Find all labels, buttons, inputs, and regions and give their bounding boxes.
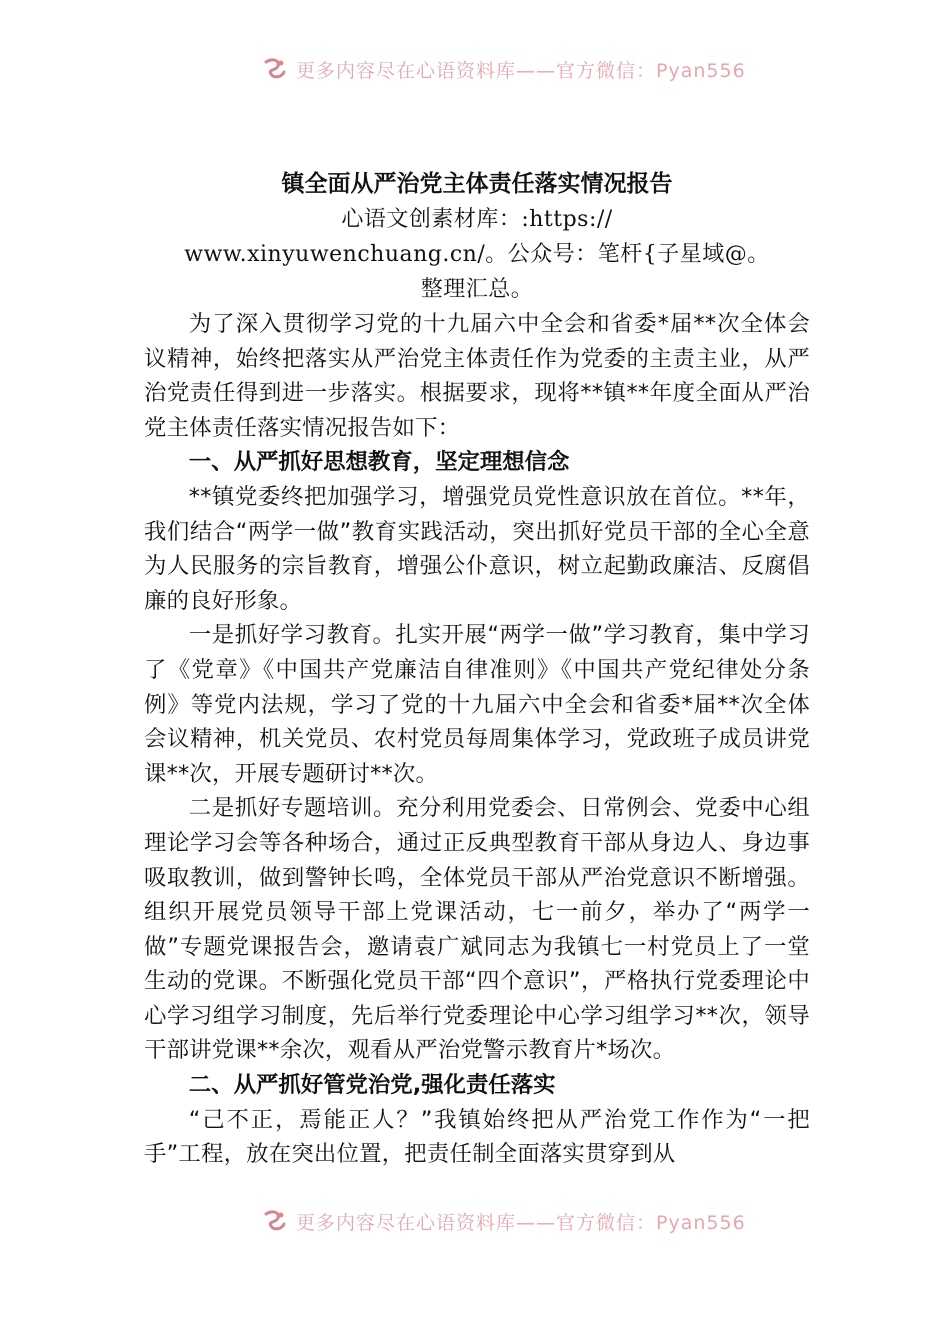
swirl-logo-icon [262,56,288,82]
swirl-logo-icon [262,1208,288,1234]
source-line: www.xinyuwenchuang.cn/。公众号：笔杆{子星域@。 [184,242,770,267]
section-heading-2: 二、从严抓好管党治党,强化责任落实 [188,1072,556,1099]
section-heading-1: 一、从严抓好思想教育，坚定理想信念 [188,449,570,476]
body-paragraph: **镇党委终把加强学习，增强党员党性意识放在首位。**年，我们结合“两学一做”教育实践活动，突出抓好党员干部的全心全意为人民服务的宗旨教育，增强公仆意识，树立起勤政廉洁、反腐倡廉的良好形象。 [144,483,810,614]
intro-paragraph: 为了深入贯彻学习党的十九届六中全会和省委*届**次全体会议精神，始终把落实从严治党主体责任作为党委的主责主业，从严治党责任得到进一步落实。根据要求，现将**镇**年度全面从严治党主体责任落实情况报告如下： [144,311,810,441]
body-paragraph: 二是抓好专题培训。充分利用党委会、日常例会、党委中心组理论学习会等各种场合，通过正反典型教育干部从身边人、身边事吸取教训，做到警钟长鸣，全体党员干部从严治党意识不断增强。组织开展党员领导干部上党课活动，七一前夕，举办了“两学一做”专题党课报告会，邀请袁广斌同志为我镇七一村党员上了一堂生动的党课。不断强化党员干部“四个意识”，严格执行党委理论中心学习组学习制度，先后举行党委理论中心学习组学习**次，领导干部讲党课**余次，观看从严治党警示教育片*场次。 [144,795,810,1064]
source-line: 心语文创素材库：:https:// [341,207,613,232]
body-paragraph: “己不正，焉能正人？”我镇始终把从严治党工作作为“一把手”工程，放在突出位置，把责任制全面落实贯穿到从 [144,1106,810,1168]
watermark-text: 更多内容尽在心语资料库——官方微信：Pyan556 [296,1211,746,1234]
watermark-footer [262,1206,746,1236]
document-title: 镇全面从严治党主体责任落实情况报告 [281,171,673,197]
source-attribution [144,202,810,307]
document-page [144,166,810,1172]
source-line: 整理汇总。 [420,277,534,302]
watermark-header [262,54,746,84]
watermark-text: 更多内容尽在心语资料库——官方微信：Pyan556 [296,59,746,82]
body-paragraph: 一是抓好学习教育。扎实开展“两学一做”学习教育，集中学习了《党章》《中国共产党廉洁自律准则》《中国共产党纪律处分条例》等党内法规，学习了党的十九届六中全会和省委*届**次全体会议精神，机关党员、农村党员每周集体学习，党政班子成员讲党课**次，开展专题研讨**次。 [144,622,810,787]
